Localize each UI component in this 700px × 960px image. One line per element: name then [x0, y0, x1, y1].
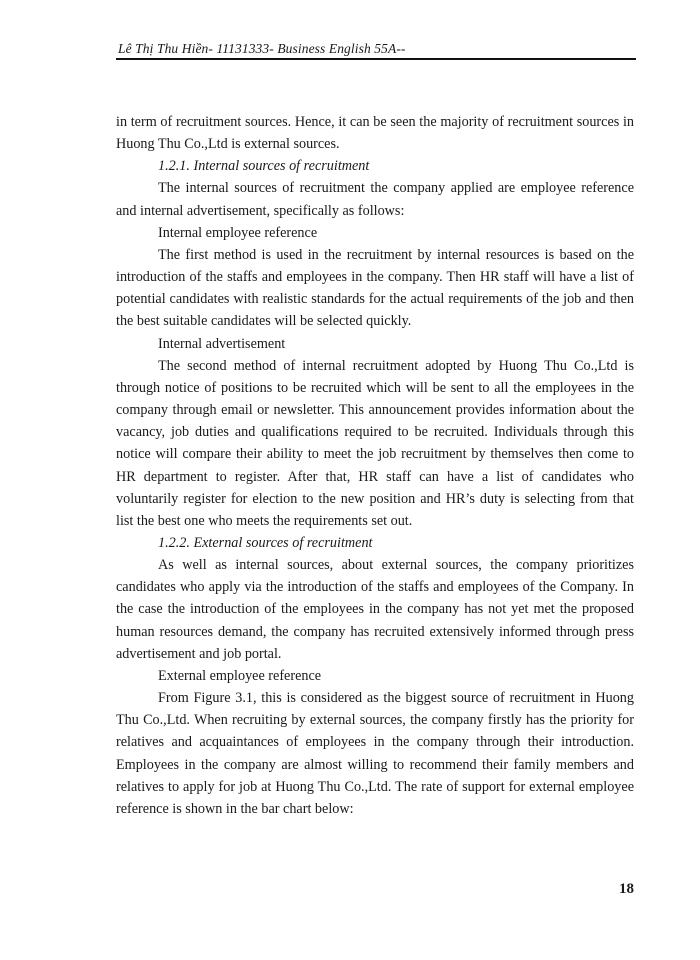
- subheading-internal-advertisement: Internal advertisement: [158, 335, 286, 352]
- body-text: [116, 111, 634, 820]
- section-heading-external-sources: 1.2.2. External sources of recruitment: [158, 534, 373, 551]
- intro-paragraph: in term of recruitment sources. Hence, it can be seen the majority of recruitment sources in Huong Thu Co.,Ltd is external sources.: [116, 114, 634, 153]
- external-employee-reference-paragraph: From Figure 3.1, this is considered as the biggest source of recruitment in Huong Thu Co.,Ltd. When recruiting by external sources, the company firstly has the priority for relatives and acquaintances of employees in the company through their introduction. Employees in the company are almost willing to recommend their family members and relatives to apply for job at Huong Thu Co.,Ltd. The rate of support for external employee reference is shown in the bar chart below:: [116, 690, 634, 817]
- subheading-internal-employee-reference: Internal employee reference: [158, 224, 318, 241]
- internal-employee-reference-paragraph: The first method is used in the recruitment by internal resources is based on the introduction of the staffs and employees in the company. Then HR staff will have a list of potential candidates with realistic standards for the actual requirements of the job and then the best suitable candidates will be selected quickly.: [116, 246, 634, 330]
- external-overview-paragraph: As well as internal sources, about external sources, the company prioritizes candidates who apply via the introduction of the staffs and employees of the Company. In the case the introduction of the employees in the company has not yet met the proposed human resources demand, the company has recruited extensively informed through press advertisement and job portal.: [116, 557, 634, 662]
- header-rule: [116, 58, 636, 60]
- running-header: Lê Thị Thu Hiền- 11131333- Business English 55A--: [118, 41, 406, 56]
- internal-advertisement-paragraph: The second method of internal recruitment adopted by Huong Thu Co.,Ltd is through notice of positions to be recruited which will be sent to all the employees in the company through email or newsletter. This announcement provides information about the vacancy, job duties and qualifications required to be recruited. Individuals through this notice will compare their ability to meet the job recruitment by themselves then come to HR department to register. After that, HR staff can have a list of candidates who voluntarily register for election to the new position and HR’s duty is selecting from that list the best one who meets the requirements set out.: [116, 357, 634, 529]
- subheading-external-employee-reference: External employee reference: [158, 667, 322, 684]
- section-heading-internal-sources: 1.2.1. Internal sources of recruitment: [158, 158, 370, 175]
- internal-overview-paragraph: The internal sources of recruitment the company applied are employee reference and internal advertisement, specifically as follows:: [116, 180, 634, 219]
- page-number: 18: [619, 881, 634, 897]
